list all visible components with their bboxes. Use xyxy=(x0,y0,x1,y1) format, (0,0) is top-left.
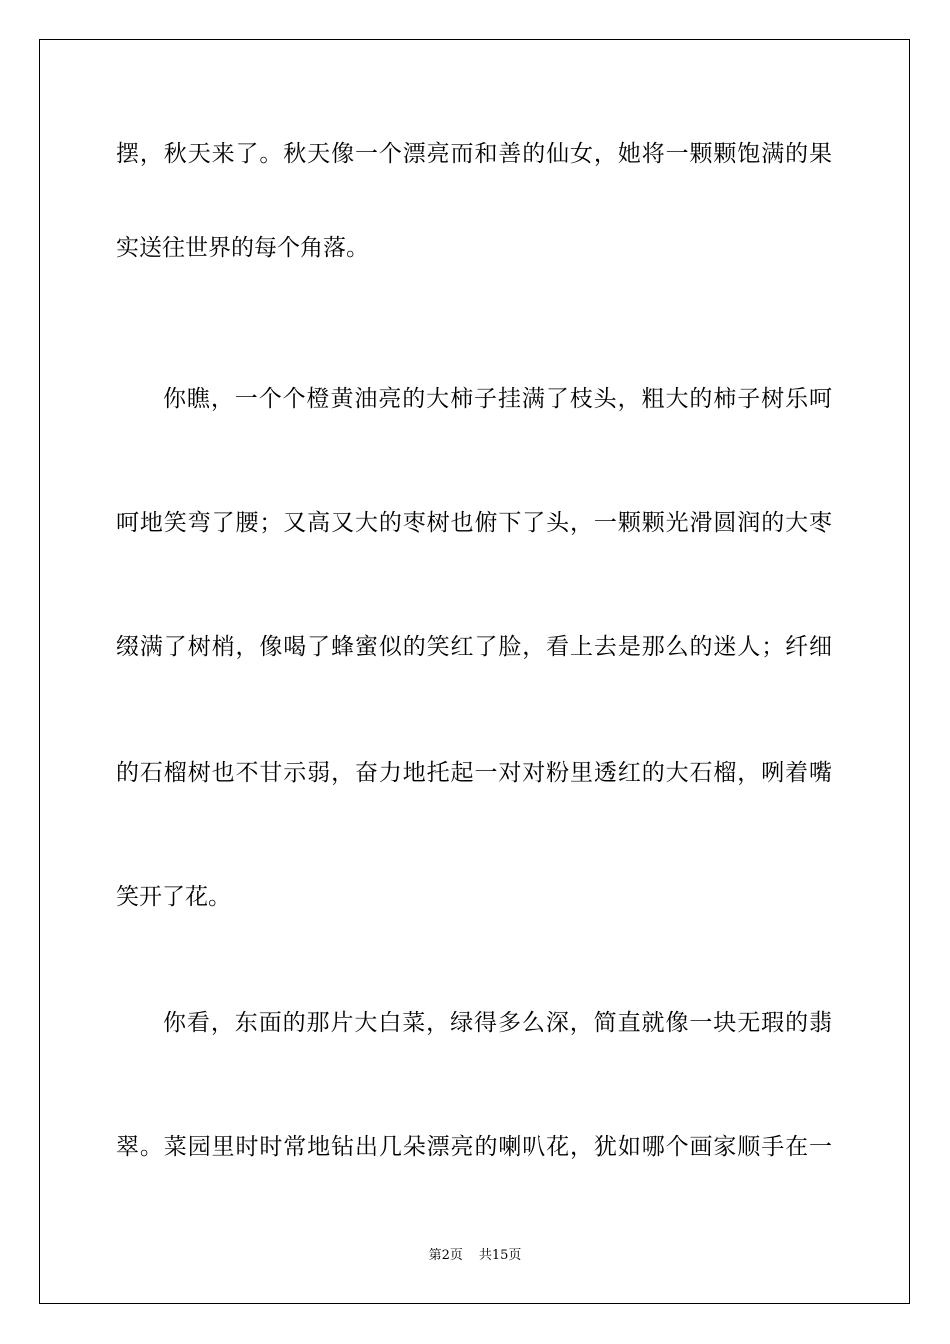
body-line-5: 缀满了树梢，像喝了蜂蜜似的笑红了脸，看上去是那么的迷人；纤细 xyxy=(116,634,832,660)
body-line-9: 翠。菜园里时时常地钻出几朵漂亮的喇叭花，犹如哪个画家顺手在一 xyxy=(116,1134,832,1160)
body-line-3: 你瞧，一个个橙黄油亮的大柿子挂满了枝头，粗大的柿子树乐呵 xyxy=(163,386,832,412)
total-pages: 共15页 xyxy=(478,1248,522,1263)
page-border xyxy=(39,39,910,1304)
body-line-7: 笑开了花。 xyxy=(116,884,231,910)
body-line-4: 呵地笑弯了腰；又高又大的枣树也俯下了头，一颗颗光滑圆润的大枣 xyxy=(116,510,832,536)
body-line-8: 你看，东面的那片大白菜，绿得多么深，简直就像一块无瑕的翡 xyxy=(163,1010,832,1036)
page-footer xyxy=(0,1246,950,1266)
body-line-1: 摆，秋天来了。秋天像一个漂亮而和善的仙女，她将一颗颗饱满的果 xyxy=(116,141,832,167)
body-line-2: 实送往世界的每个角落。 xyxy=(116,235,369,261)
body-line-6: 的石榴树也不甘示弱，奋力地托起一对对粉里透红的大石榴，咧着嘴 xyxy=(116,760,832,786)
page-number: 第2页 xyxy=(428,1248,463,1263)
